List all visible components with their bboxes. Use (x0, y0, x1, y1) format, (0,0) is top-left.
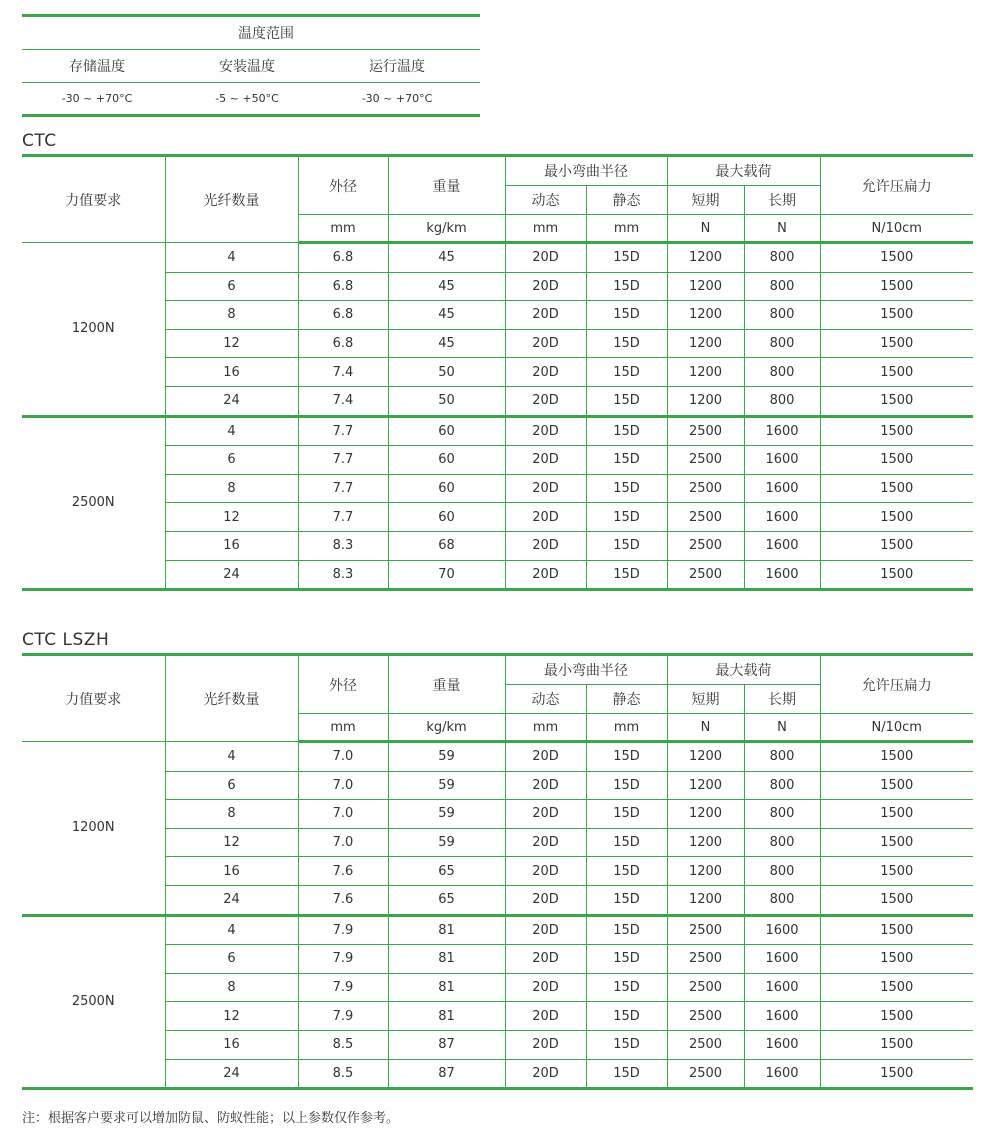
short-term-header: 短期 (667, 186, 744, 215)
temperature-table (22, 14, 480, 117)
table-cell: 2500 (667, 416, 744, 446)
table-row (22, 243, 973, 273)
unit-cell: mm (586, 714, 667, 742)
short-term-header: 短期 (667, 685, 744, 714)
table-cell: 8 (165, 973, 298, 1002)
table-row (22, 1059, 973, 1089)
table-cell: 2500 (667, 915, 744, 945)
table-cell: 2500 (667, 1059, 744, 1089)
table-cell: 1500 (820, 446, 973, 475)
table-cell: 800 (744, 857, 820, 886)
table-cell: 1500 (820, 857, 973, 886)
table-row (22, 885, 973, 915)
table-cell: 24 (165, 885, 298, 915)
table-cell: 1200 (667, 243, 744, 273)
table-cell: 4 (165, 243, 298, 273)
table-cell: 15D (586, 503, 667, 532)
table-cell: 800 (744, 272, 820, 301)
table-cell: 20D (505, 531, 586, 560)
table-cell: 20D (505, 416, 586, 446)
table-cell: 800 (744, 885, 820, 915)
table-cell: 800 (744, 329, 820, 358)
install-temp-header: 安装温度 (219, 59, 275, 75)
unit-cell: kg/km (388, 714, 505, 742)
table-cell: 65 (388, 857, 505, 886)
table-cell: 1600 (744, 503, 820, 532)
table-cell: 8 (165, 800, 298, 829)
static-header: 静态 (586, 685, 667, 714)
table-cell: 8 (165, 301, 298, 330)
operating-temp-header: 运行温度 (369, 59, 425, 75)
table-cell: 12 (165, 828, 298, 857)
table-cell: 1500 (820, 945, 973, 974)
table-cell: 87 (388, 1059, 505, 1089)
max-load-header: 最大载荷 (667, 655, 820, 685)
dynamic-header: 动态 (505, 186, 586, 215)
min-bend-radius-header: 最小弯曲半径 (505, 156, 667, 186)
table-cell: 4 (165, 915, 298, 945)
table-cell: 7.7 (298, 446, 388, 475)
table-cell: 7.9 (298, 973, 388, 1002)
table-cell: 15D (586, 446, 667, 475)
storage-temp-value: -30 ~ +70°C (61, 92, 133, 105)
table-cell: 50 (388, 386, 505, 416)
unit-cell: N (744, 215, 820, 243)
table-row (22, 1030, 973, 1059)
table-cell: 20D (505, 771, 586, 800)
table-cell: 1600 (744, 531, 820, 560)
table-cell: 1500 (820, 800, 973, 829)
table-row (22, 915, 973, 945)
unit-cell: mm (505, 215, 586, 243)
table-row (22, 771, 973, 800)
table-cell: 15D (586, 243, 667, 273)
force-group-label: 1200N (22, 742, 165, 916)
table-row (22, 474, 973, 503)
table-cell: 15D (586, 800, 667, 829)
table-cell: 1200 (667, 828, 744, 857)
table-cell: 20D (505, 503, 586, 532)
table-cell: 6 (165, 771, 298, 800)
unit-cell: N (667, 215, 744, 243)
table-row (22, 945, 973, 974)
table-cell: 1500 (820, 358, 973, 387)
table-cell: 1500 (820, 973, 973, 1002)
table-cell: 2500 (667, 1002, 744, 1031)
table-cell: 20D (505, 358, 586, 387)
table-cell: 1500 (820, 742, 973, 772)
table-cell: 1600 (744, 474, 820, 503)
table-cell: 800 (744, 771, 820, 800)
table-cell: 15D (586, 358, 667, 387)
table-cell: 4 (165, 416, 298, 446)
force-group-label: 2500N (22, 416, 165, 590)
table-cell: 7.0 (298, 828, 388, 857)
table-cell: 6.8 (298, 272, 388, 301)
table-cell: 20D (505, 329, 586, 358)
table-cell: 12 (165, 329, 298, 358)
header-row (22, 156, 973, 186)
table-row (22, 503, 973, 532)
table-cell: 6.8 (298, 301, 388, 330)
table-cell: 15D (586, 973, 667, 1002)
table-cell: 1500 (820, 329, 973, 358)
table-cell: 800 (744, 386, 820, 416)
table-cell: 16 (165, 1030, 298, 1059)
table-cell: 12 (165, 1002, 298, 1031)
install-temp-value: -5 ~ +50°C (215, 92, 279, 105)
outer-diameter-header: 外径 (298, 156, 388, 215)
operating-temp-value: -30 ~ +70°C (361, 92, 433, 105)
table-cell: 1500 (820, 915, 973, 945)
force-header: 力值要求 (22, 156, 165, 243)
table-cell: 7.0 (298, 771, 388, 800)
table-row (22, 531, 973, 560)
table-cell: 81 (388, 945, 505, 974)
table-cell: 81 (388, 915, 505, 945)
table-cell: 1500 (820, 771, 973, 800)
table-cell: 20D (505, 1059, 586, 1089)
table-cell: 1200 (667, 301, 744, 330)
table-cell: 2500 (667, 531, 744, 560)
force-group-label: 1200N (22, 243, 165, 417)
unit-cell: N/10cm (820, 215, 973, 243)
table-cell: 20D (505, 243, 586, 273)
table-cell: 59 (388, 800, 505, 829)
table-cell: 15D (586, 560, 667, 590)
table-cell: 800 (744, 800, 820, 829)
table-cell: 2500 (667, 560, 744, 590)
table-cell: 15D (586, 857, 667, 886)
table-cell: 20D (505, 945, 586, 974)
dynamic-header: 动态 (505, 685, 586, 714)
footnote: 注：根据客户要求可以增加防鼠、防蚁性能；以上参数仅作参考。 (22, 1111, 400, 1126)
table-cell: 15D (586, 416, 667, 446)
table-cell: 7.9 (298, 915, 388, 945)
table-cell: 7.6 (298, 857, 388, 886)
min-bend-radius-header: 最小弯曲半径 (505, 655, 667, 685)
unit-cell: mm (505, 714, 586, 742)
table-cell: 60 (388, 474, 505, 503)
table-cell: 1200 (667, 800, 744, 829)
table-row (22, 828, 973, 857)
table-cell: 1200 (667, 358, 744, 387)
max-load-header: 最大载荷 (667, 156, 820, 186)
table-cell: 6 (165, 446, 298, 475)
header-row (22, 655, 973, 685)
table-cell: 20D (505, 973, 586, 1002)
table-cell: 20D (505, 474, 586, 503)
table-cell: 15D (586, 474, 667, 503)
table-cell: 70 (388, 560, 505, 590)
table-cell: 20D (505, 301, 586, 330)
table-cell: 20D (505, 386, 586, 416)
table-cell: 1600 (744, 915, 820, 945)
table-cell: 1200 (667, 771, 744, 800)
table-cell: 1500 (820, 1030, 973, 1059)
table-cell: 2500 (667, 474, 744, 503)
table-cell: 7.7 (298, 416, 388, 446)
table-cell: 20D (505, 915, 586, 945)
table-cell: 87 (388, 1030, 505, 1059)
section-title-ctc: CTC (22, 131, 57, 151)
static-header: 静态 (586, 186, 667, 215)
table-row (22, 446, 973, 475)
force-group-label: 2500N (22, 915, 165, 1089)
table-cell: 68 (388, 531, 505, 560)
table-row (22, 272, 973, 301)
table-cell: 800 (744, 358, 820, 387)
table-cell: 59 (388, 742, 505, 772)
table-cell: 1600 (744, 446, 820, 475)
table-cell: 7.4 (298, 358, 388, 387)
table-cell: 20D (505, 800, 586, 829)
outer-diameter-header: 外径 (298, 655, 388, 714)
unit-cell: N/10cm (820, 714, 973, 742)
table-cell: 800 (744, 301, 820, 330)
table-cell: 1600 (744, 1030, 820, 1059)
table-cell: 7.4 (298, 386, 388, 416)
table-cell: 60 (388, 416, 505, 446)
unit-cell: mm (298, 215, 388, 243)
table-cell: 15D (586, 771, 667, 800)
table-cell: 2500 (667, 503, 744, 532)
table-row (22, 1002, 973, 1031)
table-cell: 15D (586, 945, 667, 974)
unit-cell: kg/km (388, 215, 505, 243)
table-cell: 7.0 (298, 742, 388, 772)
table-cell: 24 (165, 386, 298, 416)
table-cell: 20D (505, 885, 586, 915)
temperature-title: 温度范围 (238, 26, 294, 42)
table-cell: 7.7 (298, 503, 388, 532)
table-cell: 1500 (820, 301, 973, 330)
table-cell: 12 (165, 503, 298, 532)
table-cell: 1500 (820, 828, 973, 857)
force-header: 力值要求 (22, 655, 165, 742)
table-cell: 1200 (667, 329, 744, 358)
table-row (22, 358, 973, 387)
table-cell: 8 (165, 474, 298, 503)
table-cell: 1600 (744, 973, 820, 1002)
table-cell: 1500 (820, 1002, 973, 1031)
table-cell: 20D (505, 1002, 586, 1031)
spec-table-ctc (22, 154, 973, 591)
table-cell: 15D (586, 915, 667, 945)
crush-resistance-header: 允许压扁力 (820, 156, 973, 215)
table-row (22, 800, 973, 829)
table-cell: 8.3 (298, 531, 388, 560)
table-cell: 800 (744, 243, 820, 273)
table-cell: 20D (505, 742, 586, 772)
table-cell: 6.8 (298, 243, 388, 273)
table-cell: 20D (505, 446, 586, 475)
table-cell: 1200 (667, 742, 744, 772)
table-cell: 16 (165, 358, 298, 387)
long-term-header: 长期 (744, 186, 820, 215)
table-cell: 1500 (820, 474, 973, 503)
table-cell: 81 (388, 973, 505, 1002)
table-cell: 65 (388, 885, 505, 915)
crush-resistance-header: 允许压扁力 (820, 655, 973, 714)
table-cell: 15D (586, 329, 667, 358)
table-row (22, 416, 973, 446)
table-cell: 45 (388, 272, 505, 301)
table-row (22, 742, 973, 772)
table-cell: 7.0 (298, 800, 388, 829)
table-cell: 1600 (744, 560, 820, 590)
table-cell: 20D (505, 1030, 586, 1059)
table-cell: 2500 (667, 446, 744, 475)
table-cell: 15D (586, 828, 667, 857)
table-cell: 800 (744, 742, 820, 772)
table-cell: 1200 (667, 272, 744, 301)
table-cell: 45 (388, 301, 505, 330)
table-cell: 20D (505, 828, 586, 857)
table-cell: 15D (586, 1059, 667, 1089)
table-cell: 59 (388, 771, 505, 800)
table-row (22, 386, 973, 416)
table-cell: 1200 (667, 885, 744, 915)
table-cell: 7.9 (298, 945, 388, 974)
table-cell: 1500 (820, 503, 973, 532)
unit-cell: mm (586, 215, 667, 243)
table-row (22, 301, 973, 330)
table-cell: 1600 (744, 416, 820, 446)
table-cell: 1200 (667, 857, 744, 886)
table-cell: 15D (586, 531, 667, 560)
table-cell: 20D (505, 272, 586, 301)
table-cell: 1200 (667, 386, 744, 416)
table-cell: 6.8 (298, 329, 388, 358)
weight-header: 重量 (388, 655, 505, 714)
table-cell: 800 (744, 828, 820, 857)
table-row (22, 560, 973, 590)
table-row (22, 329, 973, 358)
table-cell: 7.7 (298, 474, 388, 503)
table-cell: 50 (388, 358, 505, 387)
table-cell: 1600 (744, 1002, 820, 1031)
unit-cell: N (667, 714, 744, 742)
table-cell: 15D (586, 272, 667, 301)
table-row (22, 857, 973, 886)
spec-table-ctc-lszh (22, 653, 973, 1090)
table-cell: 1500 (820, 885, 973, 915)
table-cell: 1500 (820, 386, 973, 416)
table-cell: 6 (165, 272, 298, 301)
table-cell: 15D (586, 885, 667, 915)
table-cell: 24 (165, 1059, 298, 1089)
table-row (22, 973, 973, 1002)
table-cell: 2500 (667, 945, 744, 974)
table-cell: 7.6 (298, 885, 388, 915)
table-cell: 4 (165, 742, 298, 772)
table-cell: 60 (388, 503, 505, 532)
table-cell: 1500 (820, 531, 973, 560)
table-cell: 15D (586, 386, 667, 416)
table-cell: 24 (165, 560, 298, 590)
unit-cell: mm (298, 714, 388, 742)
table-cell: 20D (505, 857, 586, 886)
table-cell: 60 (388, 446, 505, 475)
unit-cell: N (744, 714, 820, 742)
weight-header: 重量 (388, 156, 505, 215)
table-cell: 1500 (820, 243, 973, 273)
table-cell: 6 (165, 945, 298, 974)
table-cell: 15D (586, 1030, 667, 1059)
table-cell: 15D (586, 1002, 667, 1031)
table-cell: 7.9 (298, 1002, 388, 1031)
table-cell: 15D (586, 742, 667, 772)
table-cell: 15D (586, 301, 667, 330)
table-cell: 8.3 (298, 560, 388, 590)
fiber-count-header: 光纤数量 (165, 655, 298, 742)
table-cell: 1500 (820, 272, 973, 301)
fiber-count-header: 光纤数量 (165, 156, 298, 243)
table-cell: 45 (388, 329, 505, 358)
table-cell: 1600 (744, 945, 820, 974)
table-cell: 2500 (667, 1030, 744, 1059)
section-title-ctc-lszh: CTC LSZH (22, 630, 110, 650)
table-cell: 16 (165, 857, 298, 886)
table-cell: 81 (388, 1002, 505, 1031)
table-cell: 2500 (667, 973, 744, 1002)
long-term-header: 长期 (744, 685, 820, 714)
table-cell: 1500 (820, 1059, 973, 1089)
table-cell: 8.5 (298, 1059, 388, 1089)
table-cell: 8.5 (298, 1030, 388, 1059)
table-cell: 45 (388, 243, 505, 273)
table-cell: 1500 (820, 560, 973, 590)
table-cell: 20D (505, 560, 586, 590)
table-cell: 1500 (820, 416, 973, 446)
table-cell: 16 (165, 531, 298, 560)
table-cell: 1600 (744, 1059, 820, 1089)
table-cell: 59 (388, 828, 505, 857)
storage-temp-header: 存储温度 (69, 59, 125, 75)
